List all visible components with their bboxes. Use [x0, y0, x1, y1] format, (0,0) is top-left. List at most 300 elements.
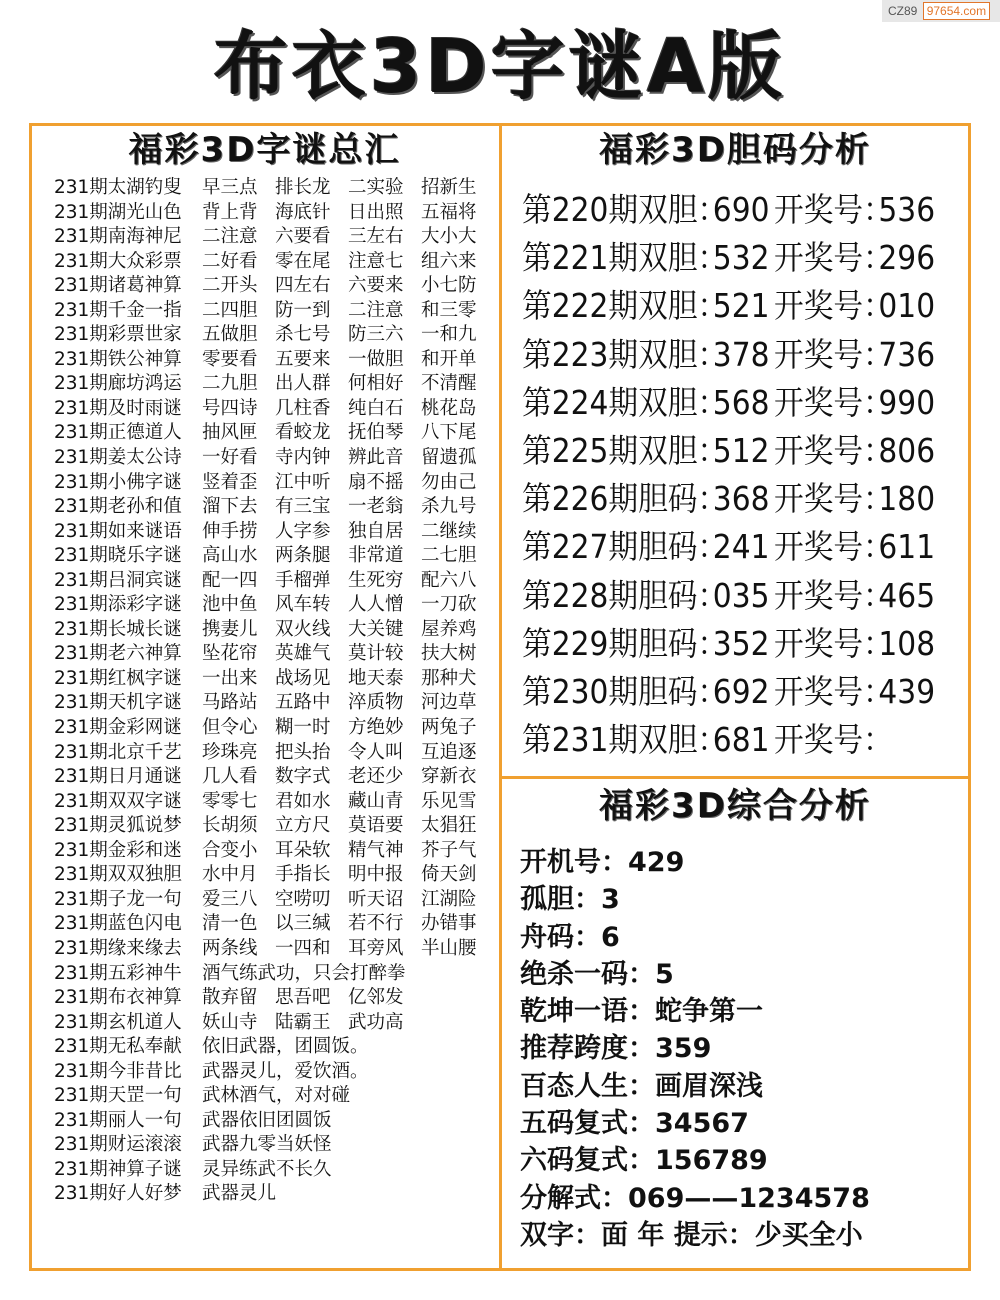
riddle-clue: 有三宝	[275, 496, 331, 518]
dan-value: 681	[712, 720, 770, 760]
riddle-period: 231期及时雨谜	[54, 397, 182, 419]
riddle-period: 231期金彩和迷	[54, 839, 182, 861]
riddle-period: 231期今非昔比	[54, 1060, 182, 1082]
riddle-period: 231期双双字谜	[54, 790, 182, 812]
analysis-value: 画眉深浅	[655, 1070, 763, 1102]
riddle-clue: 两条腿	[275, 545, 331, 567]
riddle-clue: 寺内钟	[275, 447, 331, 469]
dan-period-label: 第230期胆码：	[522, 671, 728, 711]
open-label: 开奖号：	[774, 238, 893, 278]
list-item	[54, 888, 494, 913]
riddle-clue: 防三六	[348, 324, 404, 346]
dan-period-label: 第231期双胆：	[522, 720, 728, 760]
riddle-clue: 若不行	[348, 913, 404, 935]
riddle-clue: 双火线	[275, 618, 331, 640]
right-section-divider	[499, 776, 971, 779]
analysis-value: 6	[601, 921, 620, 953]
list-item	[54, 863, 494, 888]
open-label: 开奖号：	[774, 575, 893, 615]
page-title: 布衣3D字谜A版	[213, 24, 787, 110]
analysis-label: 双字：	[520, 1219, 601, 1251]
riddle-period: 231期玄机道人	[54, 1011, 182, 1033]
open-label: 开奖号：	[774, 623, 893, 663]
analysis-list	[520, 844, 970, 1254]
riddle-clue: 一四和	[275, 937, 331, 959]
dan-period-label: 第223期双胆：	[522, 334, 728, 374]
riddle-text: 酒气练武功，只会打醉拳	[202, 962, 406, 984]
dan-period-label: 第228期胆码：	[522, 575, 728, 615]
riddle-period: 231期天机字谜	[54, 692, 182, 714]
riddle-clue: 地天泰	[348, 667, 404, 689]
riddle-clue: 武功高	[348, 1011, 404, 1033]
dan-value: 692	[712, 671, 770, 711]
list-item	[54, 839, 494, 864]
riddle-period: 231期添彩字谜	[54, 594, 182, 616]
list-item	[54, 348, 494, 373]
column-divider	[499, 123, 502, 1271]
riddle-clue: 手榴弹	[275, 569, 331, 591]
riddle-clue: 令人叫	[348, 741, 404, 763]
riddle-period: 231期财运滚滚	[54, 1134, 182, 1156]
riddle-clue: 二注意	[348, 299, 404, 321]
list-item	[520, 1142, 970, 1179]
dan-period-label: 第227期胆码：	[522, 527, 728, 567]
open-number: 990	[878, 382, 936, 422]
riddle-period: 231期南海神尼	[54, 226, 182, 248]
table-row	[522, 668, 936, 716]
riddle-clue: 河边草	[421, 692, 477, 714]
list-item	[54, 814, 494, 839]
riddle-text: 武器灵儿，爱饮酒。	[202, 1060, 369, 1082]
open-number: 465	[878, 575, 936, 615]
dan-period-label: 第221期双胆：	[522, 238, 728, 278]
riddle-clue: 半山腰	[421, 937, 477, 959]
list-item	[54, 937, 494, 962]
riddle-period: 231期大众彩票	[54, 250, 182, 272]
riddle-period: 231期太湖钓叟	[54, 177, 182, 198]
list-item	[54, 299, 494, 324]
dan-period-label: 第222期双胆：	[522, 286, 728, 326]
open-number: 439	[878, 671, 936, 711]
riddle-clue: 四左右	[275, 275, 331, 297]
table-row	[522, 572, 936, 620]
list-item	[520, 1180, 970, 1217]
riddle-text: 依旧武器，团圆饭。	[202, 1036, 369, 1058]
dan-value: 568	[712, 382, 770, 422]
list-item	[520, 993, 970, 1030]
riddle-clue: 早三点	[202, 177, 258, 198]
list-item	[54, 642, 494, 667]
watermark-site: 97654.com	[923, 2, 990, 20]
riddle-period: 231期诸葛神算	[54, 275, 182, 297]
analysis-value: 34567	[655, 1108, 749, 1140]
list-item	[54, 446, 494, 471]
riddle-clue: 五福将	[421, 201, 477, 223]
riddle-period: 231期廊坊鸿运	[54, 373, 182, 395]
dan-value: 512	[712, 430, 770, 470]
list-item	[54, 1011, 494, 1036]
analysis-value: 3	[601, 884, 620, 916]
open-label: 开奖号：	[774, 430, 893, 470]
riddle-clue: 五路中	[275, 692, 331, 714]
riddle-text: 武器灵儿	[202, 1183, 277, 1205]
riddle-clue: 耳朵软	[275, 839, 331, 861]
riddle-clue: 小七防	[421, 275, 477, 297]
list-item	[54, 741, 494, 766]
riddle-clue: 二注意	[202, 226, 258, 248]
riddle-clue: 一好看	[202, 447, 258, 469]
dan-value: 521	[712, 286, 770, 326]
list-item	[54, 372, 494, 397]
riddle-clue: 两兔子	[421, 717, 477, 739]
riddle-clue: 注意七	[348, 250, 404, 272]
riddle-clue: 看蛟龙	[275, 422, 331, 444]
table-row	[522, 331, 936, 379]
list-item	[54, 1158, 494, 1183]
riddle-clue: 纯白石	[348, 397, 404, 419]
riddle-clue: 何相好	[348, 373, 404, 395]
riddle-clue: 立方尺	[275, 815, 331, 837]
riddle-clue: 两条线	[202, 937, 258, 959]
list-item	[54, 544, 494, 569]
riddle-clue: 辨此音	[348, 447, 404, 469]
open-label: 开奖号：	[774, 527, 893, 567]
list-item	[520, 1217, 970, 1254]
riddle-text: 灵异练武不长久	[202, 1158, 332, 1180]
riddle-clue: 二继续	[421, 520, 477, 542]
riddle-clue: 六要看	[275, 226, 331, 248]
riddle-clue: 招新生	[421, 177, 477, 198]
analysis-label: 百态人生：	[520, 1070, 655, 1102]
riddle-clue: 竖着歪	[202, 471, 258, 493]
riddle-clue: 大关键	[348, 618, 404, 640]
riddle-clue: 携妻儿	[202, 618, 258, 640]
riddle-clue: 杀九号	[421, 496, 477, 518]
riddle-clue: 水中月	[202, 864, 258, 886]
riddle-clue: 背上背	[202, 201, 258, 223]
list-item	[54, 790, 494, 815]
riddle-clue: 一出来	[202, 667, 258, 689]
riddle-list	[54, 176, 494, 1207]
list-item	[54, 1133, 494, 1158]
open-number: 536	[878, 190, 936, 229]
riddle-text: 武器依旧团圆饭	[202, 1109, 332, 1131]
list-item	[54, 225, 494, 250]
open-number: 010	[878, 286, 936, 326]
riddle-clue: 江湖险	[421, 888, 477, 910]
list-item	[520, 956, 970, 993]
riddle-clue: 一刀砍	[421, 594, 477, 616]
riddle-clue: 君如水	[275, 790, 331, 812]
riddle-period: 231期正德道人	[54, 422, 182, 444]
open-label: 开奖号：	[774, 286, 893, 326]
riddle-clue: 六要来	[348, 275, 404, 297]
riddle-clue: 勿由己	[421, 471, 477, 493]
riddle-text: 武林酒气，对对碰	[202, 1085, 351, 1107]
list-item	[54, 667, 494, 692]
analysis-label: 孤胆：	[520, 884, 601, 916]
riddle-clue: 穿新衣	[421, 766, 477, 788]
riddle-period: 231期布衣神算	[54, 987, 182, 1009]
analysis-label: 开机号：	[520, 847, 628, 878]
watermark-prefix: CZ89	[888, 4, 918, 18]
list-item	[54, 962, 494, 987]
riddle-clue: 池中鱼	[202, 594, 258, 616]
riddle-period: 231期长城长谜	[54, 618, 182, 640]
dan-period-label: 第226期胆码：	[522, 479, 728, 519]
riddle-period: 231期铁公神算	[54, 348, 182, 370]
riddle-clue: 淬质物	[348, 692, 404, 714]
riddle-clue: 抚伯琴	[348, 422, 404, 444]
riddle-period: 231期丽人一句	[54, 1109, 182, 1131]
riddle-clue: 马路站	[202, 692, 258, 714]
analysis-value: 069——1234578	[628, 1182, 870, 1214]
dan-period-label: 第225期双胆：	[522, 430, 728, 470]
riddle-period: 231期双双独胆	[54, 864, 182, 886]
riddle-clue: 手指长	[275, 864, 331, 886]
riddle-clue: 二开头	[202, 275, 258, 297]
analysis-label: 绝杀一码：	[520, 958, 655, 990]
riddle-period: 231期小佛字谜	[54, 471, 182, 493]
riddle-period: 231期神算子谜	[54, 1158, 182, 1180]
analysis-value: 359	[655, 1033, 712, 1065]
riddle-clue: 二实验	[348, 177, 404, 198]
list-item	[54, 421, 494, 446]
riddle-clue: 方绝妙	[348, 717, 404, 739]
riddle-clue: 互追逐	[421, 741, 477, 763]
dan-value: 352	[712, 623, 770, 663]
list-item	[54, 618, 494, 643]
riddle-period: 231期五彩神牛	[54, 962, 182, 984]
list-item	[54, 1084, 494, 1109]
riddle-clue: 但令心	[202, 717, 258, 739]
riddle-clue: 扶大树	[421, 643, 477, 665]
open-label: 开奖号：	[774, 479, 893, 519]
riddle-clue: 八下尾	[421, 422, 477, 444]
riddle-clue: 妖山寺	[202, 1011, 258, 1033]
riddle-clue: 珍珠亮	[202, 741, 258, 763]
riddle-clue: 屋养鸡	[421, 618, 477, 640]
dan-value: 378	[712, 334, 770, 374]
analysis-value: 156789	[655, 1145, 768, 1177]
riddle-period: 231期灵狐说梦	[54, 815, 182, 837]
dan-value: 368	[712, 479, 770, 519]
riddle-clue: 生死穷	[348, 569, 404, 591]
table-row	[522, 379, 936, 427]
riddle-clue: 抽风匣	[202, 422, 258, 444]
riddle-clue: 和三零	[421, 299, 477, 321]
list-item	[54, 1035, 494, 1060]
riddle-clue: 人人憎	[348, 594, 404, 616]
riddle-clue: 精气神	[348, 839, 404, 861]
riddle-clue: 莫语要	[348, 815, 404, 837]
dan-analysis-title: 福彩3D胆码分析	[599, 130, 871, 170]
list-item	[520, 1068, 970, 1105]
riddle-clue: 太猖狂	[421, 815, 477, 837]
table-row	[522, 186, 936, 234]
riddle-period: 231期蓝色闪电	[54, 913, 182, 935]
riddle-clue: 溜下去	[202, 496, 258, 518]
riddle-clue: 江中听	[275, 471, 331, 493]
riddle-clue: 一老翁	[348, 496, 404, 518]
list-item	[54, 1109, 494, 1134]
analysis-label: 乾坤一语：	[520, 996, 655, 1028]
riddle-clue: 日出照	[348, 201, 404, 223]
list-item	[54, 986, 494, 1011]
riddle-clue: 数字式	[275, 766, 331, 788]
riddle-clue: 排长龙	[275, 177, 331, 198]
riddle-clue: 零要看	[202, 348, 258, 370]
analysis-value: 5	[655, 958, 674, 990]
list-item	[54, 250, 494, 275]
open-number: 180	[878, 479, 936, 519]
riddle-clue: 风车转	[275, 594, 331, 616]
list-item	[54, 716, 494, 741]
list-item	[54, 495, 494, 520]
list-item	[54, 520, 494, 545]
table-row	[522, 475, 936, 523]
riddle-clue: 把头抬	[275, 741, 331, 763]
list-item	[520, 1030, 970, 1067]
riddle-clue: 几柱香	[275, 397, 331, 419]
analysis-label: 舟码：	[520, 921, 601, 953]
riddle-clue: 思吾吧	[275, 987, 331, 1009]
list-item	[54, 176, 494, 201]
open-number: 806	[878, 430, 936, 470]
dan-period-label: 第224期双胆：	[522, 382, 728, 422]
riddle-clue: 耳旁风	[348, 937, 404, 959]
overall-analysis-title: 福彩3D综合分析	[599, 786, 871, 826]
riddle-clue: 配一四	[202, 569, 258, 591]
table-row	[522, 282, 936, 330]
riddle-period: 231期如来谜语	[54, 520, 182, 542]
riddle-clue: 藏山青	[348, 790, 404, 812]
riddle-period: 231期金彩网谜	[54, 717, 182, 739]
riddle-clue: 爱三八	[202, 888, 258, 910]
riddle-period: 231期红枫字谜	[54, 667, 182, 689]
analysis-label: 推荐跨度：	[520, 1033, 655, 1065]
open-label: 开奖号：	[774, 382, 893, 422]
list-item	[54, 274, 494, 299]
riddle-clue: 组六来	[421, 250, 477, 272]
list-item	[520, 881, 970, 918]
analysis-label: 分解式：	[520, 1182, 628, 1214]
riddle-period: 231期吕洞宾谜	[54, 569, 182, 591]
riddle-clue: 一和九	[421, 324, 477, 346]
riddle-clue: 办错事	[421, 913, 477, 935]
list-item	[54, 1182, 494, 1207]
riddle-clue: 配六八	[421, 569, 477, 591]
riddle-clue: 芥子气	[421, 839, 477, 861]
open-label: 开奖号：	[774, 671, 893, 711]
dan-value: 532	[712, 238, 770, 278]
riddle-clue: 杀七号	[275, 324, 331, 346]
riddle-clue: 散弃留	[202, 987, 258, 1009]
table-row	[522, 716, 923, 764]
table-row	[522, 523, 936, 571]
list-item	[54, 201, 494, 226]
list-item	[54, 569, 494, 594]
riddle-clue: 五做胆	[202, 324, 258, 346]
riddle-clue: 二四胆	[202, 299, 258, 321]
open-number: 736	[878, 334, 936, 374]
riddle-period: 231期日月通谜	[54, 766, 182, 788]
riddle-period: 231期缘来缘去	[54, 937, 182, 959]
riddle-clue: 以三缄	[275, 913, 331, 935]
list-item	[54, 765, 494, 790]
open-number: 108	[878, 623, 936, 663]
dan-value: 690	[712, 190, 770, 229]
riddle-period: 231期天罡一句	[54, 1085, 182, 1107]
riddle-clue: 三左右	[348, 226, 404, 248]
analysis-value: 429	[628, 847, 685, 878]
riddle-period: 231期好人好梦	[54, 1183, 182, 1205]
list-item	[54, 593, 494, 618]
riddle-clue: 听天诏	[348, 888, 404, 910]
riddle-period: 231期晓乐字谜	[54, 545, 182, 567]
riddle-clue: 坠花帘	[202, 643, 258, 665]
riddle-period: 231期老六神算	[54, 643, 182, 665]
riddle-clue: 和开单	[421, 348, 477, 370]
riddle-clue: 莫计较	[348, 643, 404, 665]
riddle-clue: 长胡须	[202, 815, 258, 837]
riddle-clue: 人字参	[275, 520, 331, 542]
list-item	[54, 323, 494, 348]
riddle-clue: 倚天剑	[421, 864, 477, 886]
list-item	[54, 397, 494, 422]
table-row	[522, 234, 936, 282]
riddle-clue: 糊一时	[275, 717, 331, 739]
riddle-clue: 伸手捞	[202, 520, 258, 542]
table-row	[522, 620, 936, 668]
list-item	[520, 919, 970, 956]
riddle-clue: 乐见雪	[421, 790, 477, 812]
riddle-period: 231期老孙和值	[54, 496, 182, 518]
dan-period-label: 第229期胆码：	[522, 623, 728, 663]
open-number: 296	[878, 238, 936, 278]
riddle-period: 231期无私奉献	[54, 1036, 182, 1058]
open-label: 开奖号：	[774, 720, 893, 760]
open-label: 开奖号：	[774, 334, 893, 374]
list-item	[520, 1105, 970, 1142]
riddle-clue: 老还少	[348, 766, 404, 788]
riddle-clue: 几人看	[202, 766, 258, 788]
riddle-clue: 亿邻发	[348, 987, 404, 1009]
riddle-clue: 海底针	[275, 201, 331, 223]
analysis-label: 五码复式：	[520, 1108, 655, 1140]
riddle-clue: 高山水	[202, 545, 258, 567]
riddle-clue: 合变小	[202, 839, 258, 861]
riddle-clue: 零零七	[202, 790, 258, 812]
riddle-clue: 战场见	[275, 667, 331, 689]
riddle-clue: 陆霸王	[275, 1011, 331, 1033]
riddle-period: 231期千金一指	[54, 299, 182, 321]
riddle-period: 231期北京千艺	[54, 741, 182, 763]
analysis-value: 蛇争第一	[655, 996, 763, 1028]
list-item	[54, 471, 494, 496]
table-row	[522, 427, 936, 475]
riddle-clue: 防一到	[275, 299, 331, 321]
riddle-clue: 号四诗	[202, 397, 258, 419]
riddle-clue: 二七胆	[421, 545, 477, 567]
riddle-clue: 不清醒	[421, 373, 477, 395]
open-label: 开奖号：	[774, 190, 893, 229]
riddle-clue: 大小大	[421, 226, 477, 248]
riddle-clue: 清一色	[202, 913, 258, 935]
riddle-clue: 桃花岛	[421, 397, 477, 419]
riddle-clue: 二好看	[202, 250, 258, 272]
analysis-value: 面 年 提示：少买全小	[601, 1219, 863, 1251]
